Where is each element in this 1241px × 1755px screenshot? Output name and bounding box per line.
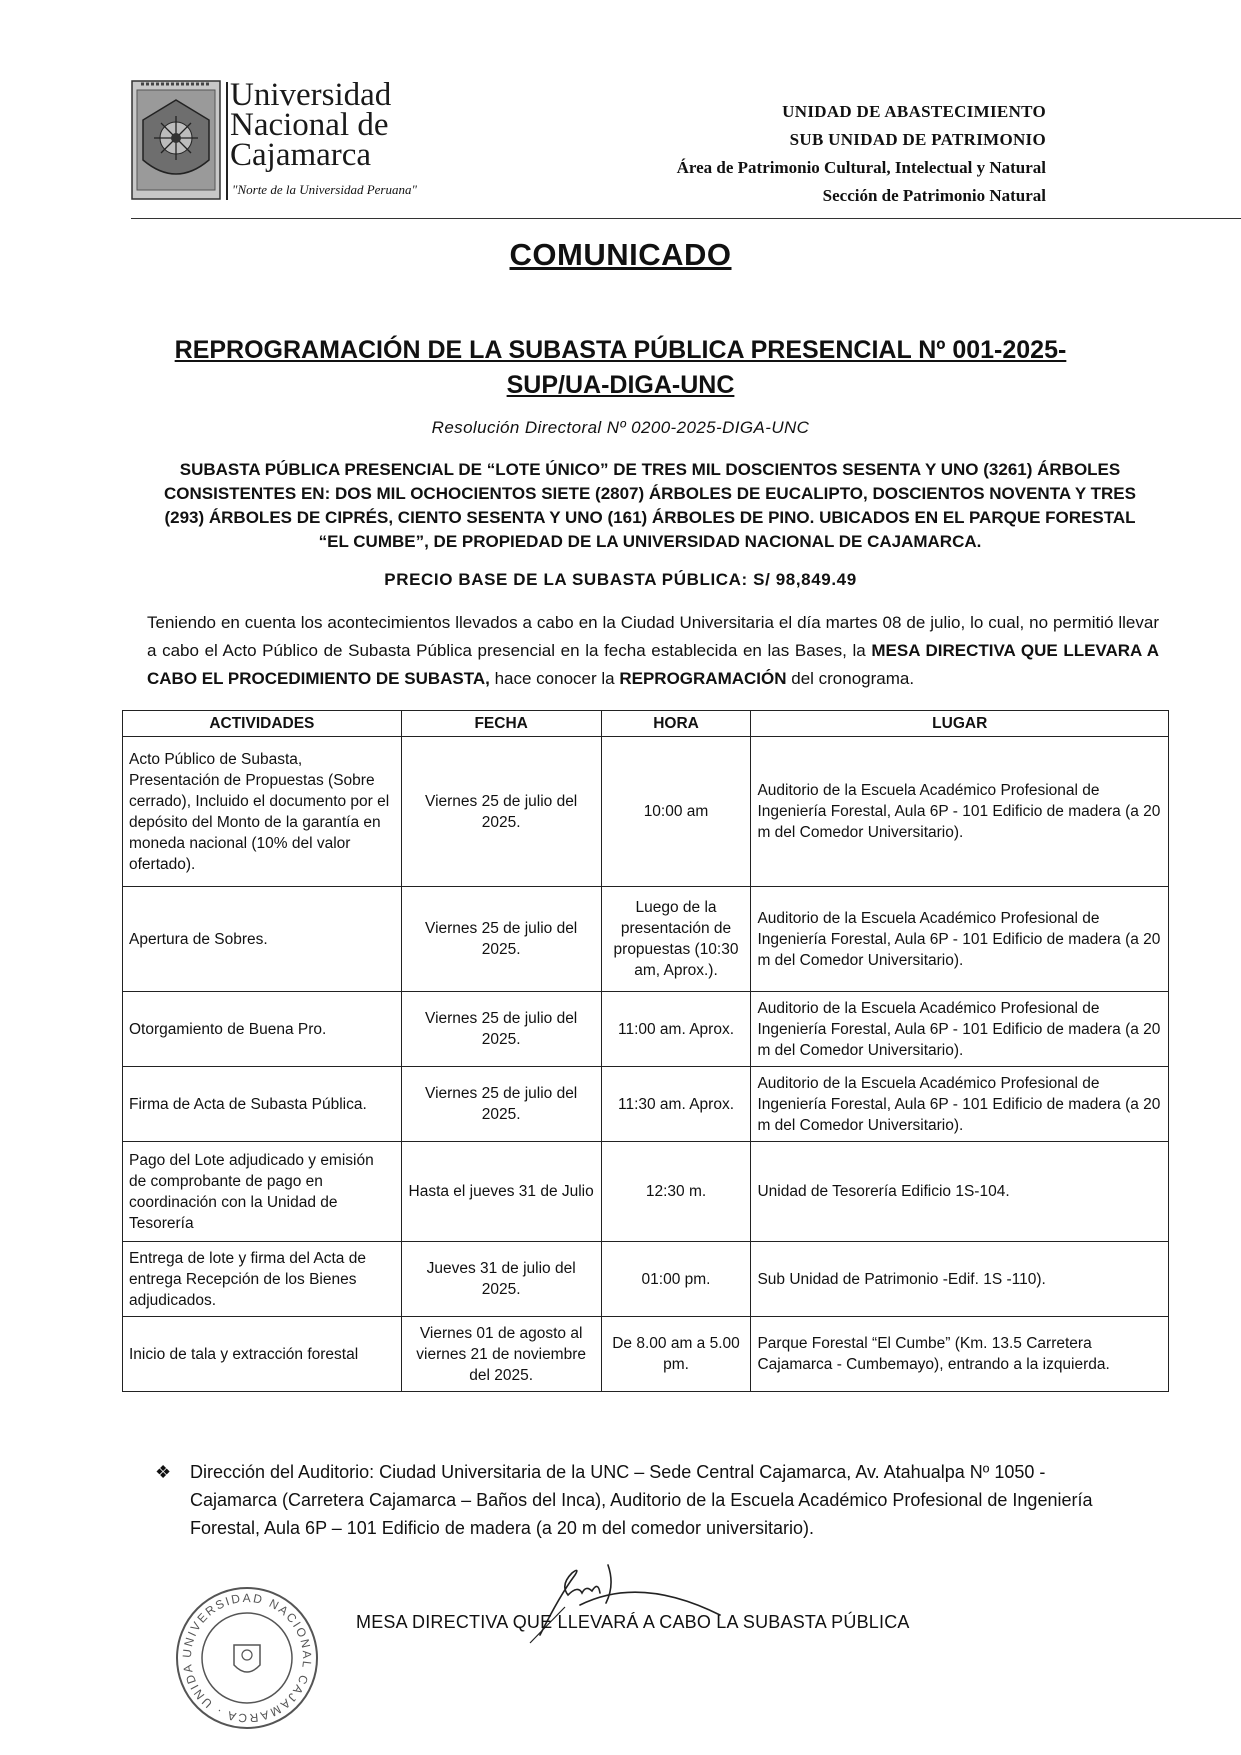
intro-bold-2: REPROGRAMACIÓN xyxy=(619,669,787,688)
unit-headings xyxy=(677,98,1046,210)
cell-actividad: Pago del Lote adjudicado y emisión de comprobante de pago en coordinación con la Unidad de Tesorería xyxy=(123,1142,402,1242)
auction-description: SUBASTA PÚBLICA PRESENCIAL DE “LOTE ÚNICO” DE TRES MIL DOSCIENTOS SESENTA Y UNO (3261) ÁRBOLES CONSISTENTES EN: DOS MIL OCHOCIENTOS SIETE (2807) ÁRBOLES DE EUCALIPTO, DOSCIENTOS NOVENTA Y TRES (293) ÁRBOLES DE CIPRÉS, CIENTO SESENTA Y UNO (161) ÁRBOLES DE PINO. UBICADOS EN EL PARQUE FORESTAL “EL CUMBE”, DE PROPIEDAD DE LA UNIVERSIDAD NACIONAL DE CAJAMARCA. xyxy=(164,460,1136,551)
cell-actividad: Apertura de Sobres. xyxy=(123,887,402,992)
university-logo xyxy=(131,80,221,200)
cell-fecha: Viernes 01 de agosto al viernes 21 de noviembre del 2025. xyxy=(401,1317,601,1392)
table-row xyxy=(123,1142,1169,1242)
university-crest-icon xyxy=(131,80,221,200)
university-name-line1: Universidad xyxy=(230,77,392,113)
table-row xyxy=(123,992,1169,1067)
auditorium-address-text: Dirección del Auditorio: Ciudad Universitaria de la UNC – Sede Central Cajamarca, Av. Atahualpa Nº 1050 - Cajamarca (Carretera Cajamarca – Baños del Inca), Auditorio de la Escuela Académico Profesional de Ingeniería Forestal, Aula 6P – 101 Edificio de madera (a 20 m del comedor universitario). xyxy=(190,1462,1093,1538)
table-header-row xyxy=(123,711,1169,737)
intro-bold-1: MESA DIRECTIVA QUE LLEVARA A CABO EL PROCEDIMIENTO DE SUBASTA, xyxy=(147,641,1159,688)
cell-lugar: Auditorio de la Escuela Académico Profesional de Ingeniería Forestal, Aula 6P - 101 Edificio de madera (a 20 m del Comedor Universitario). xyxy=(751,737,1169,887)
unit-line-2: SUB UNIDAD DE PATRIMONIO xyxy=(789,130,1046,149)
intro-text-1: Teniendo en cuenta los acontecimientos llevados a cabo en la Ciudad Universitaria el día martes 08 de julio, lo cual, no permitió llevar a cabo el Acto Público de Subasta Pública presencial en la fecha establecida en las Bases, la xyxy=(147,613,1159,660)
cell-fecha: Viernes 25 de julio del 2025. xyxy=(401,1067,601,1142)
intro-text-3: del cronograma. xyxy=(786,669,915,688)
university-name-line2: Nacional de xyxy=(230,107,389,143)
university-name xyxy=(230,77,392,173)
header-actividades: ACTIVIDADES xyxy=(123,711,402,737)
cell-hora: 10:00 am xyxy=(601,737,751,887)
cell-hora: 01:00 pm. xyxy=(601,1242,751,1317)
cell-hora: De 8.00 am a 5.00 pm. xyxy=(601,1317,751,1392)
cell-lugar: Unidad de Tesorería Edificio 1S-104. xyxy=(751,1142,1169,1242)
cell-lugar: Auditorio de la Escuela Académico Profesional de Ingeniería Forestal, Aula 6P - 101 Edificio de madera (a 20 m del Comedor Universitario). xyxy=(751,992,1169,1067)
official-seal-icon xyxy=(172,1583,322,1733)
schedule-table xyxy=(122,710,1169,1392)
cell-fecha: Hasta el jueves 31 de Julio xyxy=(401,1142,601,1242)
document-title: REPROGRAMACIÓN DE LA SUBASTA PÚBLICA PRESENCIAL Nº 001-2025-SUP/UA-DIGA-UNC xyxy=(174,336,1067,399)
unit-line-1: UNIDAD DE ABASTECIMIENTO xyxy=(782,102,1046,121)
cell-hora: Luego de la presentación de propuestas (10:30 am, Aprox.). xyxy=(601,887,751,992)
cell-actividad: Firma de Acta de Subasta Pública. xyxy=(123,1067,402,1142)
cell-fecha: Viernes 25 de julio del 2025. xyxy=(401,887,601,992)
unit-line-4: Sección de Patrimonio Natural xyxy=(822,186,1046,205)
document-heading: COMUNICADO xyxy=(509,237,732,272)
cell-lugar: Auditorio de la Escuela Académico Profesional de Ingeniería Forestal, Aula 6P - 101 Edificio de madera (a 20 m del Comedor Universitario). xyxy=(751,1067,1169,1142)
cell-fecha: Viernes 25 de julio del 2025. xyxy=(401,737,601,887)
cell-fecha: Viernes 25 de julio del 2025. xyxy=(401,992,601,1067)
cell-lugar: Auditorio de la Escuela Académico Profesional de Ingeniería Forestal, Aula 6P - 101 Edificio de madera (a 20 m del Comedor Universitario). xyxy=(751,887,1169,992)
cell-actividad: Inicio de tala y extracción forestal xyxy=(123,1317,402,1392)
university-name-line3: Cajamarca xyxy=(230,137,372,173)
header-fecha: FECHA xyxy=(401,711,601,737)
auditorium-address-note xyxy=(155,1458,1115,1542)
cell-actividad: Otorgamiento de Buena Pro. xyxy=(123,992,402,1067)
table-row xyxy=(123,887,1169,992)
cell-hora: 12:30 m. xyxy=(601,1142,751,1242)
header-divider xyxy=(131,218,1241,219)
base-price: PRECIO BASE DE LA SUBASTA PÚBLICA: S/ 98,849.49 xyxy=(384,570,857,589)
table-row xyxy=(123,1242,1169,1317)
cell-actividad: Acto Público de Subasta, Presentación de Propuestas (Sobre cerrado), Incluido el documento por el depósito del Monto de la garantía en moneda nacional (10% del valor ofertado). xyxy=(123,737,402,887)
intro-paragraph xyxy=(147,609,1159,693)
signatory-label: MESA DIRECTIVA QUE LLEVARÁ A CABO LA SUBASTA PÚBLICA xyxy=(356,1612,910,1632)
cell-hora: 11:00 am. Aprox. xyxy=(601,992,751,1067)
table-row xyxy=(123,1067,1169,1142)
cell-hora: 11:30 am. Aprox. xyxy=(601,1067,751,1142)
unit-line-3: Área de Patrimonio Cultural, Intelectual y Natural xyxy=(676,158,1046,177)
cell-lugar: Sub Unidad de Patrimonio -Edif. 1S -110). xyxy=(751,1242,1169,1317)
cell-lugar: Parque Forestal “El Cumbe” (Km. 13.5 Carretera Cajamarca - Cumbemayo), entrando a la izquierda. xyxy=(751,1317,1169,1392)
header-hora: HORA xyxy=(601,711,751,737)
seal-text-path: UNIVERSIDAD NACIONAL CAJAMARCA · UNIDA xyxy=(179,1590,315,1726)
official-seal xyxy=(172,1583,322,1733)
intro-text-2: hace conocer la xyxy=(489,669,620,688)
university-motto: "Norte de la Universidad Peruana" xyxy=(232,182,417,197)
table-row xyxy=(123,737,1169,887)
cell-actividad: Entrega de lote y firma del Acta de entrega Recepción de los Bienes adjudicados. xyxy=(123,1242,402,1317)
header-lugar: LUGAR xyxy=(751,711,1169,737)
logo-divider xyxy=(226,82,228,200)
diamond-bullet-icon: ❖ xyxy=(155,1462,172,1482)
table-row xyxy=(123,1317,1169,1392)
resolution-reference: Resolución Directoral Nº 0200-2025-DIGA-UNC xyxy=(431,418,810,437)
cell-fecha: Jueves 31 de julio del 2025. xyxy=(401,1242,601,1317)
